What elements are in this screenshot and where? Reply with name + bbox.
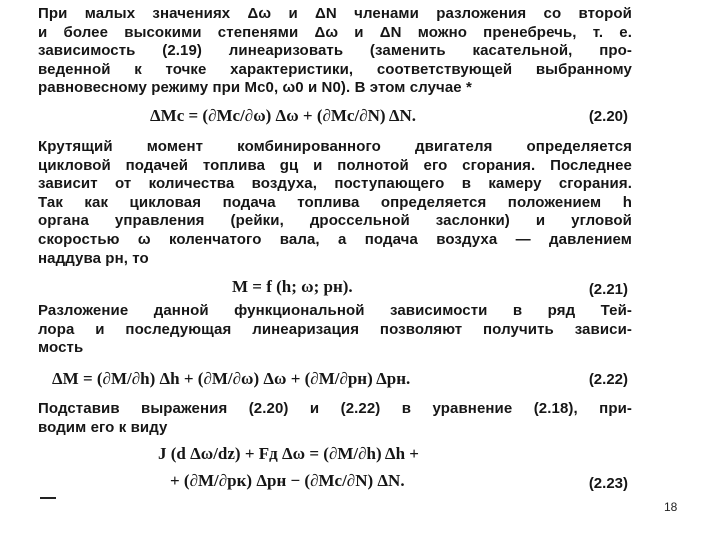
text-line: При малых значениях Δω и ΔN членами разложения со второй: [38, 5, 632, 22]
text-line: лора и последующая линеаризация позволяют получить зависи-: [38, 320, 632, 338]
text-line: зависит от количества воздуха, поступающего в камеру сгорания.: [38, 175, 632, 193]
footnote-rule: [40, 497, 56, 499]
equation-number-2-22: (2.22): [588, 371, 628, 388]
text-line: скоростью ω коленчатого вала, а подача воздуха — давлением: [38, 230, 632, 248]
text-line: водим его к виду: [38, 418, 168, 436]
paragraph-2: [38, 138, 632, 268]
paragraph-1: [38, 5, 632, 98]
equation-2-21: M = f (h; ω; pн).: [232, 277, 353, 296]
equation-2-22: ΔM = (∂M/∂h) Δh + (∂M/∂ω) Δω + (∂M/∂pн) Δpн.: [52, 369, 411, 388]
text-line: мость: [38, 339, 84, 357]
text-line: Крутящий момент комбинированного двигателя определяется: [38, 138, 632, 155]
equation-number-2-23: (2.23): [588, 475, 628, 492]
equation-number-2-20: (2.20): [588, 108, 628, 125]
text-line: Подставив выражения (2.20) и (2.22) в уравнение (2.18), при-: [38, 400, 632, 417]
equation-2-20: ΔMc = (∂Mc/∂ω) Δω + (∂Mc/∂N) ΔN.: [150, 106, 417, 125]
text-line: Так как цикловая подача топлива определяется положением h: [38, 193, 632, 211]
page-number: 18: [664, 500, 678, 514]
text-line: органа управления (рейки, дроссельной заслонки) и угловой: [38, 212, 632, 230]
paragraph-4: [38, 400, 632, 437]
text-line: равновесному режиму при Mc0, ω0 и N0). В этом случае *: [38, 79, 472, 97]
paragraph-3: [38, 302, 632, 358]
text-line: цикловой подачей топлива gц и полнотой его сгорания. Последнее: [38, 156, 632, 174]
text-line: и более высокими степенями Δω и ΔN можно пренебречь, т. е.: [38, 23, 632, 41]
equation-number-2-21: (2.21): [588, 281, 628, 298]
equation-2-23-line-2: + (∂M/∂pк) Δpн − (∂Mc/∂N) ΔN.: [170, 471, 405, 490]
equation-2-23-line-1: J (d Δω/dz) + Fд Δω = (∂M/∂h) Δh +: [158, 444, 419, 463]
text-line: зависимость (2.19) линеаризовать (заменить касательной, про-: [38, 42, 632, 60]
text-line: веденной к точке характеристики, соответствующей выбранному: [38, 60, 632, 78]
text-line: Разложение данной функциональной зависимости в ряд Тей-: [38, 302, 632, 319]
text-line: наддува pн, то: [38, 249, 149, 267]
